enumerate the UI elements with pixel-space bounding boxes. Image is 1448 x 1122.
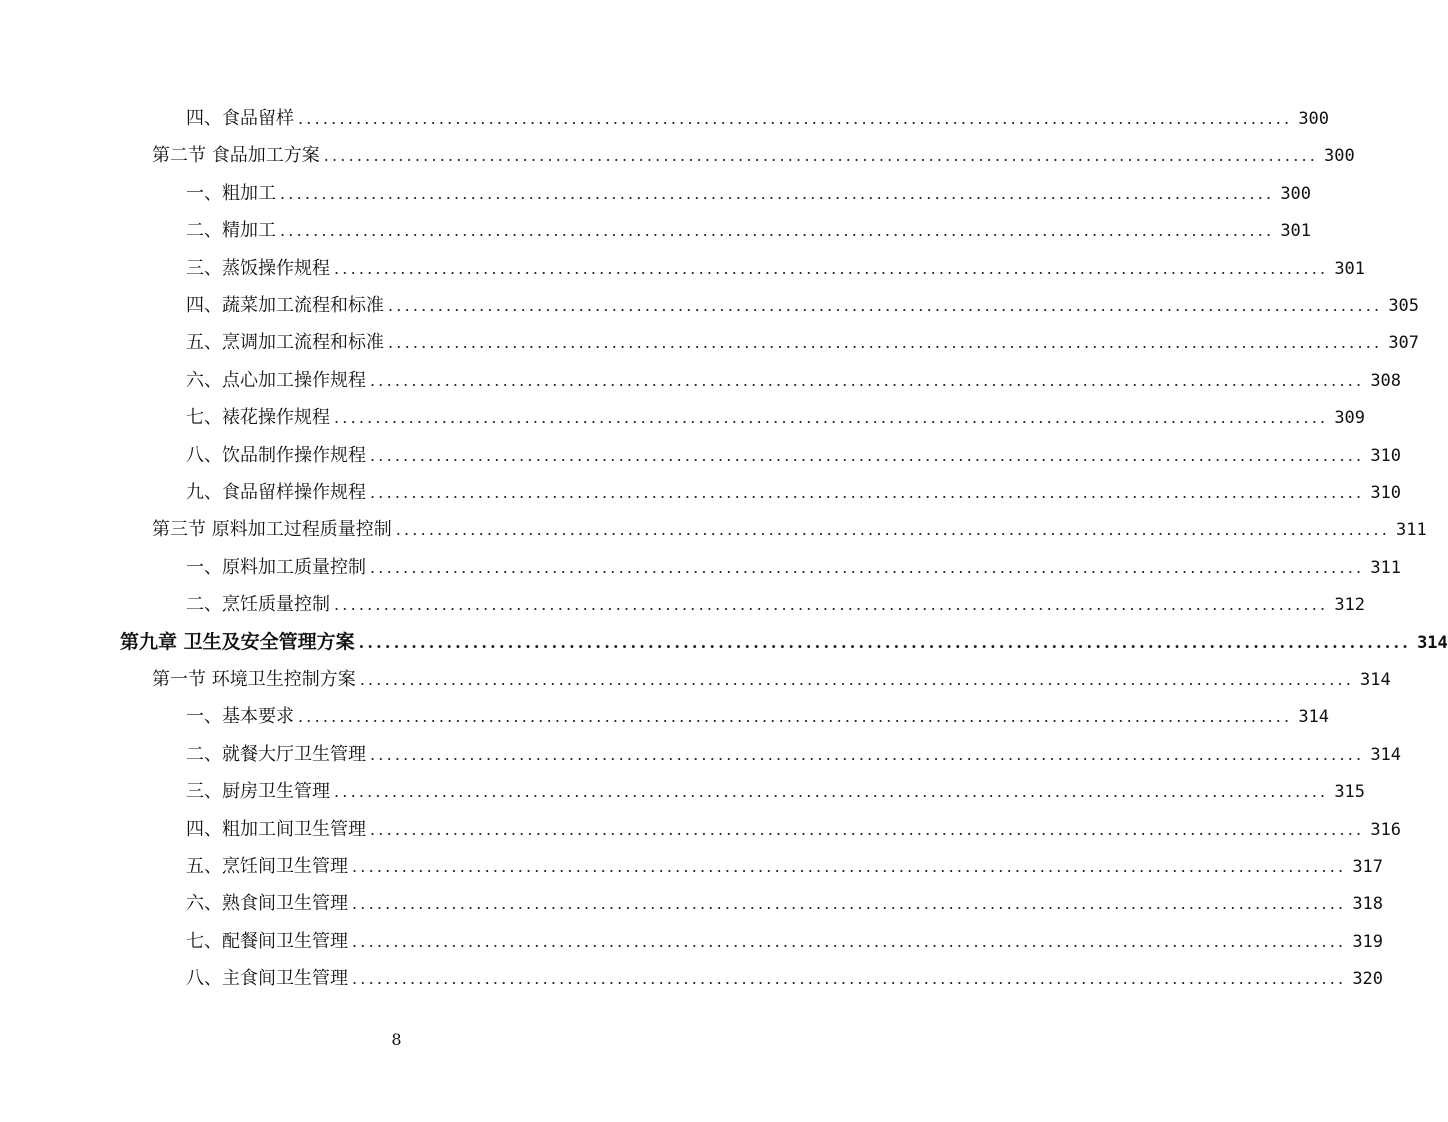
dot-leader: ........................................................................................................................ <box>334 408 1329 428</box>
toc-item-entry[interactable] <box>0 586 1366 623</box>
toc-section-entry[interactable] <box>0 661 1391 698</box>
dot-leader: ........................................................................................................................ <box>370 819 1365 839</box>
toc-entry-page: 316 <box>1370 819 1402 840</box>
toc-entry-row <box>186 736 1402 774</box>
toc-section-entry[interactable] <box>0 137 1355 174</box>
dot-leader: ........................................................................................................................ <box>388 296 1383 315</box>
toc-entry-title: 四、粗加工间卫生管理 <box>186 818 366 840</box>
toc-entry-row <box>186 474 1402 512</box>
toc-entry-title: 七、裱花操作规程 <box>186 407 330 429</box>
toc-entry-row <box>186 960 1384 998</box>
toc-section-entry[interactable] <box>0 511 1427 548</box>
toc-entry-row <box>186 586 1366 624</box>
toc-item-entry[interactable] <box>0 437 1402 474</box>
toc-item-entry[interactable] <box>0 362 1402 399</box>
toc-item-entry[interactable] <box>0 885 1384 922</box>
toc-entry-title: 一、基本要求 <box>186 706 294 728</box>
toc-item-entry[interactable] <box>0 960 1384 997</box>
toc-entry-page: 319 <box>1352 931 1384 952</box>
toc-entry-page: 308 <box>1370 370 1402 391</box>
toc-entry-page: 311 <box>1396 520 1427 541</box>
toc-entry-page: 309 <box>1334 408 1366 429</box>
toc-item-entry[interactable] <box>0 773 1366 810</box>
toc-entry-row <box>152 137 1355 175</box>
dot-leader: ........................................................................................................................ <box>370 744 1365 764</box>
toc-item-entry[interactable] <box>0 549 1402 586</box>
toc-entry-page: 301 <box>1280 221 1312 242</box>
dot-leader: ........................................................................................................................ <box>334 782 1329 802</box>
toc-entry-row <box>186 250 1366 288</box>
toc-entry-page: 312 <box>1334 595 1366 616</box>
toc-entry-title: 九、食品留样操作规程 <box>186 482 366 503</box>
dot-leader: ........................................................................................................................ <box>280 221 1275 241</box>
toc-chapter-entry[interactable] <box>0 624 1448 661</box>
dot-leader: ........................................................................................................................ <box>388 333 1383 353</box>
toc-item-entry[interactable] <box>0 848 1384 885</box>
toc-entry-page: 317 <box>1352 857 1384 877</box>
toc-entry-page: 307 <box>1388 333 1420 354</box>
toc-entry-title: 四、蔬菜加工流程和标准 <box>186 295 384 316</box>
toc-entry-page: 300 <box>1298 109 1330 129</box>
toc-entry-title: 二、精加工 <box>186 220 276 242</box>
toc-entry-title: 三、蒸饭操作规程 <box>186 257 330 279</box>
toc-entry-page: 318 <box>1352 894 1384 915</box>
toc-entry-title: 五、烹饪间卫生管理 <box>186 856 348 877</box>
toc-entry-row <box>186 324 1420 362</box>
toc-item-entry[interactable] <box>0 100 1330 137</box>
toc-entry-row <box>152 511 1427 549</box>
toc-entry-row <box>186 437 1402 475</box>
dot-leader: ........................................................................................................................ <box>395 520 1391 540</box>
toc-item-entry[interactable] <box>0 324 1420 361</box>
dot-leader: ........................................................................................................................ <box>334 258 1329 278</box>
toc-entry-row <box>186 100 1330 138</box>
toc-entry-row <box>186 399 1366 437</box>
toc-entry-row <box>186 212 1312 250</box>
dot-leader: ........................................................................................................................ <box>370 483 1365 502</box>
toc-entry-row <box>186 773 1366 811</box>
dot-leader: ........................................................................................................................ <box>352 857 1347 876</box>
toc-entry-page: 320 <box>1352 969 1384 990</box>
toc-entry-title: 二、烹饪质量控制 <box>186 594 330 616</box>
toc-entry-title: 二、就餐大厅卫生管理 <box>186 743 366 765</box>
dot-leader: ........................................................................................................................ <box>298 707 1293 727</box>
toc-entry-page: 314 <box>1298 707 1330 728</box>
dot-leader: ........................................................................................................................ <box>370 557 1365 577</box>
dot-leader: ........................................................................................................................ <box>359 670 1355 689</box>
toc-entry-title: 六、熟食间卫生管理 <box>186 893 348 915</box>
toc-entry-row <box>152 661 1391 699</box>
dot-leader: ........................................................................................................................ <box>334 595 1329 615</box>
toc-item-entry[interactable] <box>0 250 1366 287</box>
toc-entry-title: 四、食品留样 <box>186 108 294 129</box>
toc-entry-row <box>186 362 1402 400</box>
dot-leader: ........................................................................................................................ <box>323 146 1319 166</box>
toc-entry-title: 八、饮品制作操作规程 <box>186 444 366 466</box>
toc-entry-title: 第三节 原料加工过程质量控制 <box>152 519 392 541</box>
toc-entry-page: 310 <box>1370 483 1402 503</box>
toc-entry-row <box>186 848 1384 886</box>
toc-entry-row <box>186 885 1384 923</box>
toc-item-entry[interactable] <box>0 399 1366 436</box>
dot-leader: ........................................................................................................................ <box>352 931 1347 951</box>
toc-entry-row <box>186 175 1312 213</box>
toc-item-entry[interactable] <box>0 811 1402 848</box>
toc-entry-page: 305 <box>1388 296 1420 316</box>
toc-item-entry[interactable] <box>0 175 1312 212</box>
toc-item-entry[interactable] <box>0 212 1312 249</box>
toc-entry-row <box>186 549 1402 587</box>
page-number: 8 <box>391 1030 402 1049</box>
toc-entry-title: 一、原料加工质量控制 <box>186 556 366 578</box>
toc-entry-title: 第二节 食品加工方案 <box>152 145 320 167</box>
toc-entry-title: 七、配餐间卫生管理 <box>186 930 348 952</box>
toc-item-entry[interactable] <box>0 287 1420 324</box>
toc-entry-page: 301 <box>1334 258 1366 279</box>
toc-item-entry[interactable] <box>0 474 1402 511</box>
toc-entry-page: 311 <box>1370 557 1402 578</box>
toc-item-entry[interactable] <box>0 698 1330 735</box>
toc-entry-page: 310 <box>1370 445 1402 466</box>
toc-entry-title: 第九章 卫生及安全管理方案 <box>120 630 355 653</box>
toc-entry-title: 六、点心加工操作规程 <box>186 369 366 391</box>
toc-entry-page: 315 <box>1334 782 1366 803</box>
toc-entry-page: 314 <box>1370 744 1402 765</box>
toc-entry-title: 五、烹调加工流程和标准 <box>186 332 384 354</box>
toc-entry-row <box>120 624 1448 662</box>
dot-leader: ........................................................................................................................ <box>280 183 1275 203</box>
dot-leader: ........................................................................................................................ <box>352 969 1347 989</box>
toc-entry-page: 300 <box>1280 183 1312 204</box>
toc-entry-row <box>186 811 1402 849</box>
toc-entry-page: 314 <box>1360 670 1391 690</box>
dot-leader: ........................................................................................................................ <box>352 894 1347 914</box>
dot-leader: ........................................................................................................................ <box>370 370 1365 390</box>
dot-leader: ........................................................................................................................ <box>358 632 1412 652</box>
toc-item-entry[interactable] <box>0 736 1402 773</box>
toc-entry-title: 一、粗加工 <box>186 182 276 204</box>
toc-entry-row <box>186 923 1384 961</box>
dot-leader: ........................................................................................................................ <box>298 109 1293 128</box>
toc-entry-row <box>186 698 1330 736</box>
toc-entry-page: 300 <box>1324 146 1355 167</box>
toc-entry-title: 八、主食间卫生管理 <box>186 968 348 990</box>
dot-leader: ........................................................................................................................ <box>370 445 1365 465</box>
toc-entry-row <box>186 287 1420 325</box>
toc-item-entry[interactable] <box>0 923 1384 960</box>
toc-entry-title: 三、厨房卫生管理 <box>186 781 330 803</box>
toc-entry-title: 第一节 环境卫生控制方案 <box>152 669 356 690</box>
toc-entry-page: 314 <box>1417 632 1448 653</box>
